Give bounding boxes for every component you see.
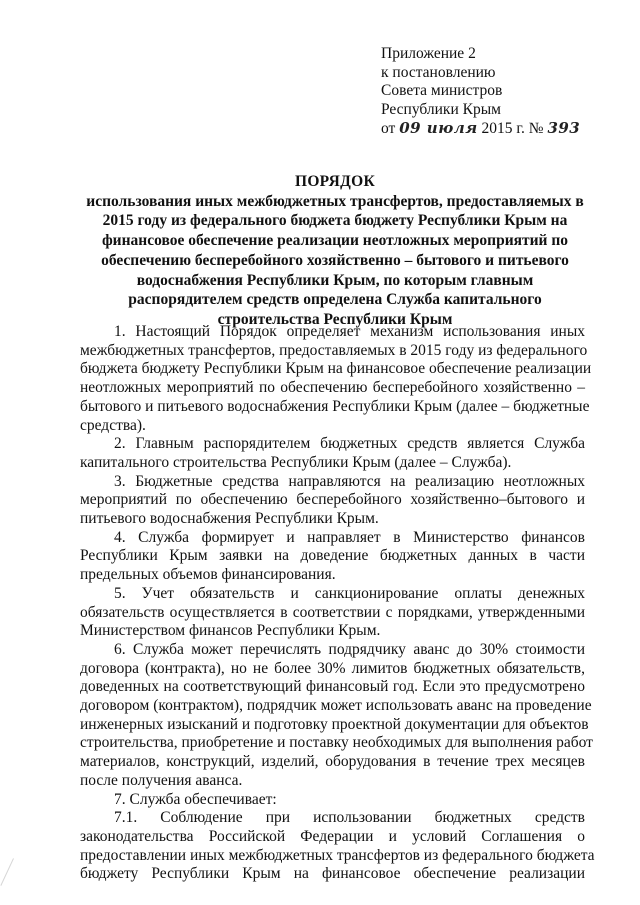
paragraph	[80, 473, 585, 529]
paragraph-line: неотложных мероприятий по обеспечению бесперебойного хозяйственно –	[80, 379, 585, 397]
title-line: использования иных межбюджетных трансфертов, предоставляемых в	[86, 192, 584, 210]
paragraph-line: бытового и питьевого водоснабжения Республики Крым (далее – бюджетные	[80, 397, 590, 415]
appendix-line: к постановлению	[381, 63, 496, 81]
document-body	[80, 323, 595, 884]
paragraph-line: законодательства Российской Федерации и условий Соглашения о	[80, 827, 585, 845]
paragraph-line: предоставлении иных межбюджетных трансфертов из федерального бюджета	[80, 846, 595, 864]
paragraph-line: Республики Крым заявки на доведение бюджетных данных в части	[80, 547, 585, 565]
date-middle: 2015 г. №	[481, 120, 544, 138]
paragraph-line: строительства, приобретение и поставку необходимых для выполнения работ	[80, 734, 593, 752]
title-line: распорядителем средств определена Служба капитального	[128, 291, 542, 309]
appendix-date-line	[381, 119, 580, 139]
paragraph	[80, 323, 592, 435]
appendix-line: Совета министров	[381, 82, 503, 100]
title-line: финансовое обеспечение реализации неотложных мероприятий по	[101, 232, 569, 250]
paragraph-line: 7.1. Соблюдение при использовании бюджетных средств	[114, 809, 585, 827]
title-line: 2015 году из федерального бюджета бюджету Республики Крым на	[102, 212, 568, 230]
paragraph	[80, 809, 595, 884]
paragraph-line: межбюджетных трансфертов, предоставляемых в 2015 году из федерального	[80, 341, 588, 359]
paragraph-line: материалов, конструкций, изделий, оборудования в течение трех месяцев	[80, 753, 585, 771]
paragraph-line: бюджету Республики Крым на финансовое обеспечение реализации	[80, 865, 585, 883]
paragraph-line: мероприятий по обеспечению бесперебойного хозяйственно–бытового и	[80, 491, 585, 509]
paragraph-line: договора (контракта), но не более 30% лимитов бюджетных обязательств,	[80, 659, 585, 677]
paragraph-line: 7. Служба обеспечивает:	[114, 790, 277, 808]
handwritten-number: 393	[547, 119, 581, 138]
date-prefix: от	[381, 120, 396, 138]
paragraph-line: Министерством финансов Республики Крым.	[80, 622, 381, 640]
paragraph-line: 2. Главным распорядителем бюджетных средств является Служба	[114, 435, 585, 453]
paragraph-line: обязательств осуществляется в соответствии с порядками, утвержденными	[80, 603, 585, 621]
paragraph-line: 5. Учет обязательств и санкционирование оплаты денежных	[114, 584, 585, 602]
paragraph-line: капитального строительства Республики Крым (далее – Служба).	[80, 453, 512, 471]
title-heading: ПОРЯДОК	[294, 173, 376, 190]
paragraph-line: 6. Служба может перечислять подрядчику аванс до 30% стоимости	[114, 640, 585, 658]
paragraph	[80, 640, 593, 791]
handwritten-date: 09 июля	[399, 119, 478, 138]
paragraph-line: 1. Настоящий Порядок определяет механизм использования иных	[114, 323, 585, 340]
paragraph	[80, 585, 585, 641]
paragraph-line: предельных объемов финансирования.	[80, 566, 336, 584]
appendix-line: Приложение 2	[381, 45, 476, 62]
scan-mark	[0, 858, 26, 892]
paragraph	[80, 435, 585, 472]
paragraph-line: бюджета бюджету Республики Крым на финансовое обеспечение реализации	[80, 360, 592, 378]
appendix-line: Республики Крым	[381, 100, 501, 118]
document-title	[70, 172, 600, 330]
title-line: строительства Республики Крым	[217, 310, 453, 328]
paragraph	[80, 791, 585, 810]
paragraph-line: доведенных на соответствующий финансовый год. Если это предусмотрено	[80, 678, 585, 696]
paragraph-line: 3. Бюджетные средства направляются на реализацию неотложных	[114, 472, 585, 490]
title-line: обеспечению бесперебойного хозяйственно – бытового и питьевого	[101, 251, 569, 269]
paragraph-line: инженерных изысканий и подготовку проектной документации для объектов	[80, 715, 589, 733]
title-line: водоснабжения Республики Крым, по которым главным	[136, 271, 534, 289]
paragraph	[80, 529, 585, 585]
paragraph-line: 4. Служба формирует и направляет в Министерство финансов	[114, 528, 585, 546]
paragraph-line: договором (контрактом), подрядчик может использовать аванс на проведение	[80, 697, 592, 715]
appendix-header	[381, 45, 580, 139]
paragraph-line: после получения аванса.	[80, 771, 243, 789]
paragraph-line: средства).	[80, 416, 146, 434]
paragraph-line: питьевого водоснабжения Республики Крым.	[80, 510, 379, 528]
